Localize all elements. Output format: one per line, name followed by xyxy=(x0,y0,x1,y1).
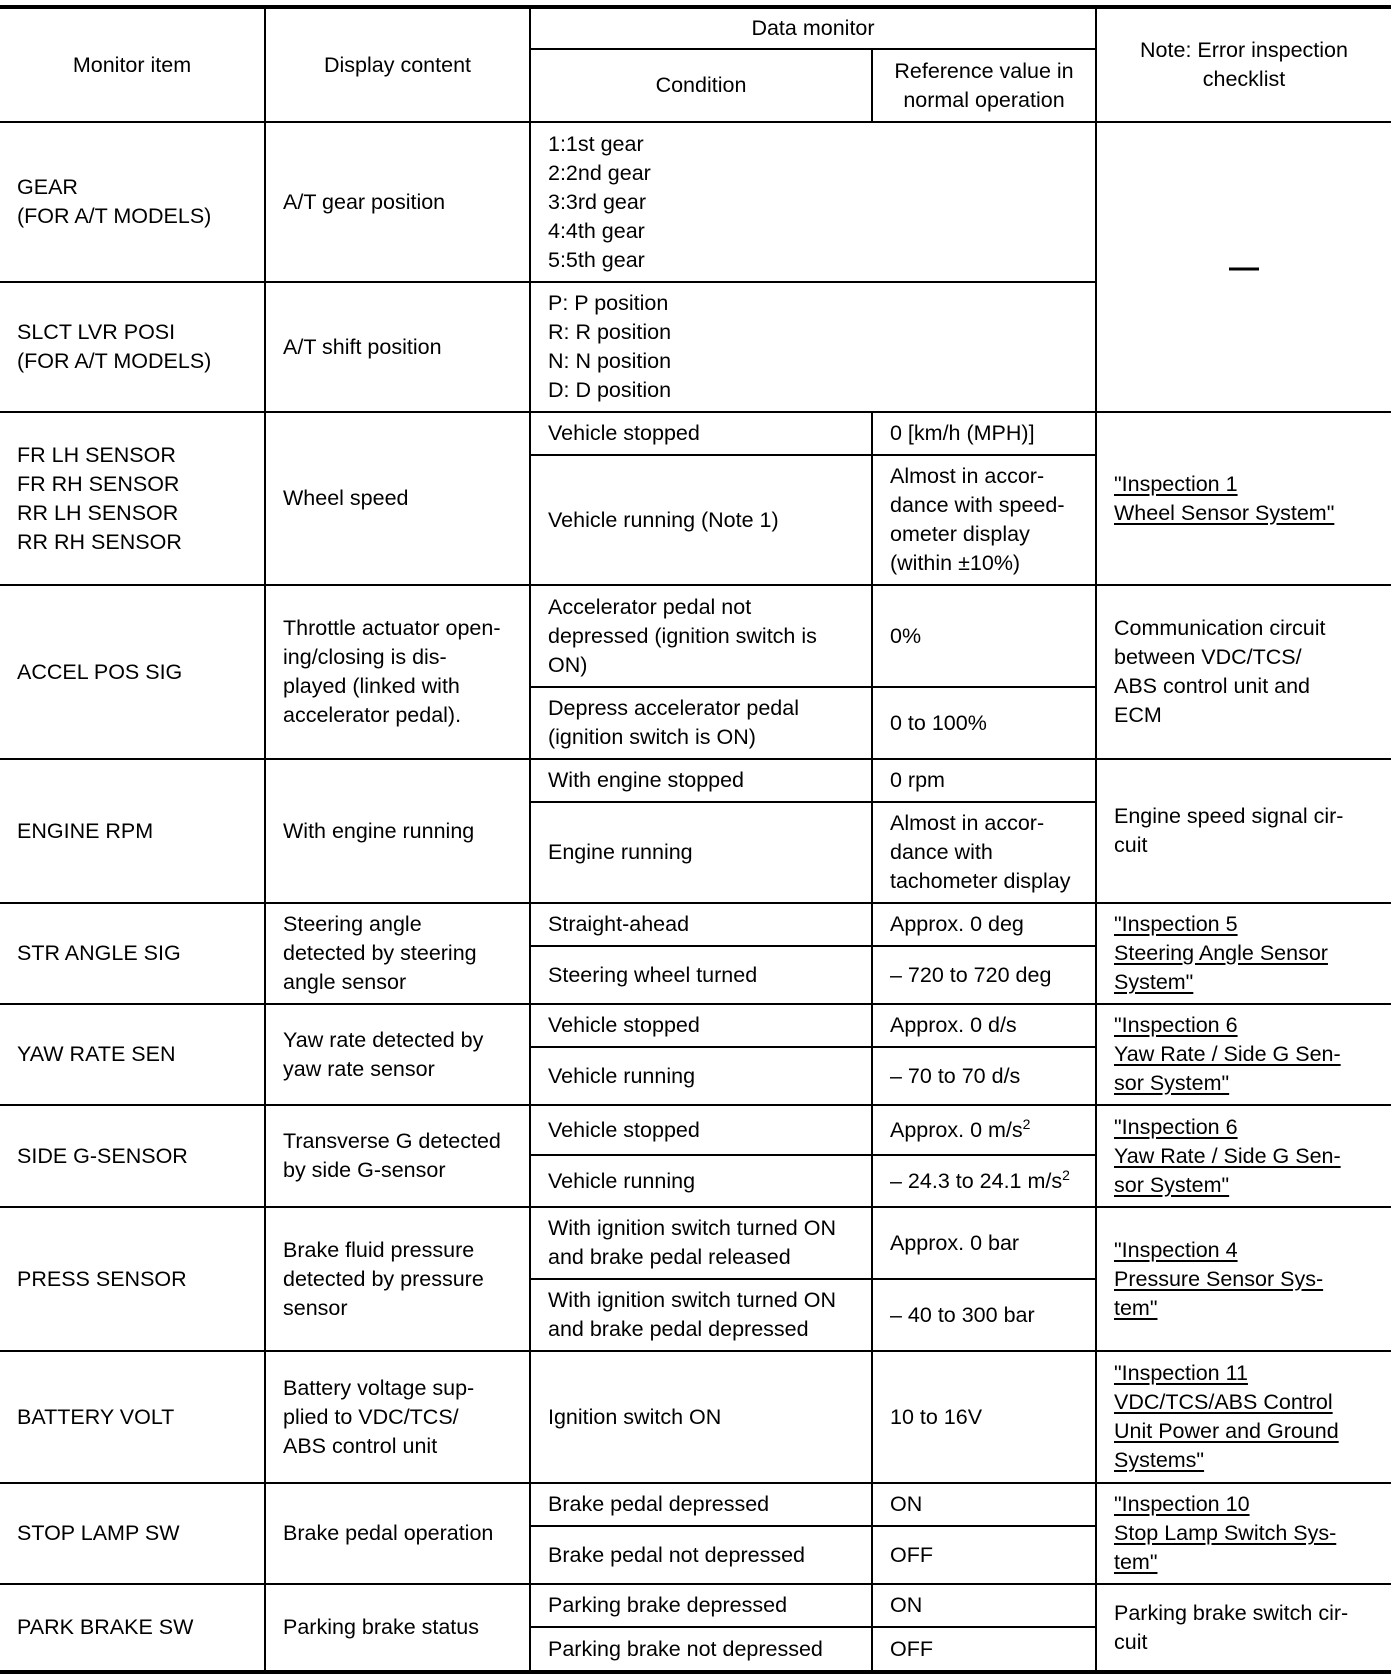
reference-value-text: – 70 to 70 d/s xyxy=(890,1063,1021,1088)
reference-value-cell xyxy=(872,1526,1096,1584)
reference-value-text: – 40 to 300 bar xyxy=(890,1302,1035,1327)
inspection-link[interactable]: "Inspection 4 Pressure Sensor Sys- tem" xyxy=(1114,1237,1324,1320)
reference-value-text: ON xyxy=(890,1492,923,1516)
note-cell xyxy=(1096,1207,1391,1351)
note-cell xyxy=(1096,1351,1391,1483)
table-row xyxy=(0,1584,1391,1627)
reference-value-text: 0 rpm xyxy=(890,768,945,792)
reference-value-text: Approx. 0 deg xyxy=(890,912,1024,936)
reference-value-cell xyxy=(872,1351,1096,1483)
monitor-item-cell: BATTERY VOLT xyxy=(0,1351,265,1483)
display-content-cell: Parking brake status xyxy=(265,1584,530,1672)
table-row xyxy=(0,1207,1391,1279)
display-content-cell: Wheel speed xyxy=(265,412,530,585)
monitor-item-cell: SLCT LVR POSI (FOR A/T MODELS) xyxy=(0,282,265,412)
note-dash: — xyxy=(1229,250,1259,284)
reference-value-cell xyxy=(872,687,1096,759)
reference-value-text: Approx. 0 d/s xyxy=(890,1013,1017,1037)
monitor-item-cell: GEAR (FOR A/T MODELS) xyxy=(0,122,265,282)
condition-cell: Accelerator pedal not depressed (ignition switch is ON) xyxy=(530,585,872,687)
header-note: Note: Error inspection checklist xyxy=(1096,7,1391,122)
reference-value-text: ON xyxy=(890,1593,923,1617)
display-content-cell: Throttle actuator open- ing/closing is dis- played (linked with accelerator pedal). xyxy=(265,585,530,759)
note-text: Communication circuit between VDC/TCS/ ABS control unit and ECM xyxy=(1114,616,1326,727)
condition-cell: Vehicle stopped xyxy=(530,1004,872,1047)
data-monitor-table xyxy=(0,5,1391,1674)
inspection-link[interactable]: "Inspection 11 VDC/TCS/ABS Control Unit Power and Ground Systems" xyxy=(1114,1361,1339,1472)
note-cell xyxy=(1096,1584,1391,1672)
header-reference-value: Reference value in normal operation xyxy=(872,49,1096,122)
note-cell xyxy=(1096,759,1391,903)
reference-value-text: 10 to 16V xyxy=(890,1404,983,1429)
note-cell xyxy=(1096,412,1391,585)
inspection-link[interactable]: "Inspection 1 Wheel Sensor System" xyxy=(1114,471,1335,525)
condition-cell: Engine running xyxy=(530,802,872,903)
table-row xyxy=(0,759,1391,802)
monitor-item-cell: ACCEL POS SIG xyxy=(0,585,265,759)
display-content-cell: With engine running xyxy=(265,759,530,903)
reference-value-text: 0% xyxy=(890,623,922,648)
condition-cell: Ignition switch ON xyxy=(530,1351,872,1483)
monitor-item-cell: PRESS SENSOR xyxy=(0,1207,265,1351)
note-cell xyxy=(1096,1483,1391,1584)
note-cell xyxy=(1096,585,1391,759)
reference-value-cell xyxy=(872,759,1096,802)
note-text: Engine speed signal cir- cuit xyxy=(1114,804,1344,857)
reference-value-text: – 24.3 to 24.1 m/s xyxy=(890,1168,1063,1193)
condition-cell: P: P position R: R position N: N position D: D position xyxy=(530,282,1096,412)
reference-value-cell xyxy=(872,412,1096,455)
reference-value-cell xyxy=(872,1279,1096,1351)
inspection-link[interactable]: "Inspection 10 Stop Lamp Switch Sys- tem" xyxy=(1114,1492,1337,1574)
reference-value-text: – 720 to 720 deg xyxy=(890,962,1052,987)
header-data-monitor: Data monitor xyxy=(530,7,1096,49)
monitor-item-cell: FR LH SENSOR FR RH SENSOR RR LH SENSOR RR RH SENSOR xyxy=(0,412,265,585)
table-row xyxy=(0,1105,1391,1155)
display-content-cell: Transverse G detected by side G-sensor xyxy=(265,1105,530,1207)
condition-cell: Vehicle stopped xyxy=(530,412,872,455)
condition-cell: Vehicle running (Note 1) xyxy=(530,455,872,585)
condition-cell: With ignition switch turned ON and brake pedal released xyxy=(530,1207,872,1279)
reference-value-text: OFF xyxy=(890,1542,933,1567)
note-cell xyxy=(1096,122,1391,412)
condition-cell: Vehicle running xyxy=(530,1155,872,1207)
note-cell xyxy=(1096,903,1391,1004)
reference-value-cell xyxy=(872,1483,1096,1526)
reference-value-cell xyxy=(872,1004,1096,1047)
display-content-cell: Brake fluid pressure detected by pressure sensor xyxy=(265,1207,530,1351)
reference-value-cell xyxy=(872,455,1096,585)
display-content-cell: Brake pedal operation xyxy=(265,1483,530,1584)
condition-cell: Parking brake depressed xyxy=(530,1584,872,1627)
condition-cell: Brake pedal not depressed xyxy=(530,1526,872,1584)
reference-value-text: Approx. 0 bar xyxy=(890,1230,1020,1255)
table-row xyxy=(0,585,1391,687)
reference-value-cell xyxy=(872,1047,1096,1105)
monitor-item-cell: STR ANGLE SIG xyxy=(0,903,265,1004)
table-row xyxy=(0,903,1391,946)
reference-value-cell xyxy=(872,802,1096,903)
reference-value-text: 0 [km/h (MPH)] xyxy=(890,421,1035,445)
condition-cell: Depress accelerator pedal (ignition switch is ON) xyxy=(530,687,872,759)
condition-cell: With engine stopped xyxy=(530,759,872,802)
reference-value-cell xyxy=(872,1584,1096,1627)
condition-cell: 1:1st gear 2:2nd gear 3:3rd gear 4:4th gear 5:5th gear xyxy=(530,122,1096,282)
reference-value-cell xyxy=(872,1105,1096,1155)
reference-value-cell xyxy=(872,585,1096,687)
table-row xyxy=(0,1351,1391,1483)
condition-cell: Vehicle running xyxy=(530,1047,872,1105)
display-content-cell: Steering angle detected by steering angle sensor xyxy=(265,903,530,1004)
reference-value-cell xyxy=(872,1207,1096,1279)
reference-value-text: Almost in accor- dance with speed- ometer display (within ±10%) xyxy=(890,464,1065,575)
monitor-item-cell: STOP LAMP SW xyxy=(0,1483,265,1584)
condition-cell: With ignition switch turned ON and brake pedal depressed xyxy=(530,1279,872,1351)
note-cell xyxy=(1096,1004,1391,1105)
inspection-link[interactable]: "Inspection 5 Steering Angle Sensor System" xyxy=(1114,912,1328,994)
condition-cell: Brake pedal depressed xyxy=(530,1483,872,1526)
header-display-content: Display content xyxy=(265,7,530,122)
condition-cell: Vehicle stopped xyxy=(530,1105,872,1155)
monitor-item-cell: PARK BRAKE SW xyxy=(0,1584,265,1672)
note-text: Parking brake switch cir- cuit xyxy=(1114,1600,1349,1654)
table-row xyxy=(0,1483,1391,1526)
inspection-link[interactable]: "Inspection 6 Yaw Rate / Side G Sen- sor System" xyxy=(1114,1114,1341,1197)
condition-cell: Straight-ahead xyxy=(530,903,872,946)
table-row xyxy=(0,412,1391,455)
reference-value-text: Approx. 0 m/s xyxy=(890,1117,1023,1142)
display-content-cell: Battery voltage sup- plied to VDC/TCS/ ABS control unit xyxy=(265,1351,530,1483)
reference-value-cell xyxy=(872,1627,1096,1672)
monitor-item-cell: YAW RATE SEN xyxy=(0,1004,265,1105)
display-content-cell: Yaw rate detected by yaw rate sensor xyxy=(265,1004,530,1105)
table-body xyxy=(0,122,1391,1672)
display-content-cell: A/T gear position xyxy=(265,122,530,282)
header-monitor-item: Monitor item xyxy=(0,7,265,122)
table-row xyxy=(0,1004,1391,1047)
unit-superscript: 2 xyxy=(1062,1166,1070,1183)
condition-cell: Steering wheel turned xyxy=(530,946,872,1004)
condition-cell: Parking brake not depressed xyxy=(530,1627,872,1672)
header-condition: Condition xyxy=(530,49,872,122)
reference-value-cell xyxy=(872,903,1096,946)
unit-superscript: 2 xyxy=(1022,1115,1031,1132)
reference-value-cell xyxy=(872,946,1096,1004)
monitor-item-cell: SIDE G-SENSOR xyxy=(0,1105,265,1207)
reference-value-cell xyxy=(872,1155,1096,1207)
reference-value-text: Almost in accor- dance with tachometer display xyxy=(890,811,1071,893)
note-cell xyxy=(1096,1105,1391,1207)
display-content-cell: A/T shift position xyxy=(265,282,530,412)
reference-value-text: OFF xyxy=(890,1636,933,1661)
inspection-link[interactable]: "Inspection 6 Yaw Rate / Side G Sen- sor System" xyxy=(1114,1013,1341,1095)
table-row xyxy=(0,122,1391,282)
monitor-item-cell: ENGINE RPM xyxy=(0,759,265,903)
reference-value-text: 0 to 100% xyxy=(890,710,987,735)
